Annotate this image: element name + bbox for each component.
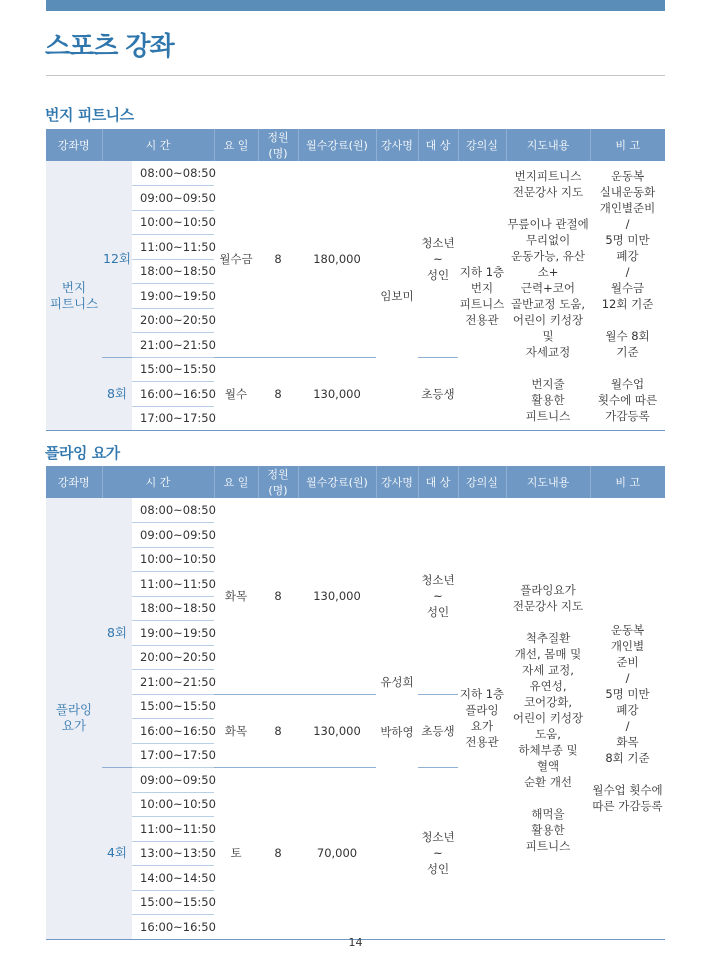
time-slot-cell: 15:00~15:50 [132,890,214,915]
fee-cell: 70,000 [298,768,376,940]
time-slot-cell: 21:00~21:50 [132,333,214,358]
time-slot-cell: 09:00~09:50 [132,768,214,793]
capacity-cell: 8 [258,694,298,768]
fee-cell: 130,000 [298,498,376,694]
column-header: 요 일 [214,466,258,498]
room-cell: 지하 1층 번지 피트니스 전용관 [458,161,506,431]
session-count-cell: 12회 [102,161,132,357]
course-name-cell: 플라잉 요가 [46,498,102,939]
time-slot-cell: 09:00~09:50 [132,523,214,548]
content-cell: 번지피트니스 전문강사 지도 무릎이나 관절에 무리없이 운동가능, 유산소+ 근력+코어 골반교정 도움, 어린이 키성장 및 자세교정 번지줄 활용한 피트니스 [506,161,590,431]
column-header: 비 고 [590,129,665,161]
instructor-cell: 박하영 [376,694,418,939]
time-slot-cell: 11:00~11:50 [132,817,214,842]
target-cell: 청소년 ~ 성인 [418,498,458,694]
days-cell: 화목 [214,694,258,768]
column-header: 월수강료(원) [298,466,376,498]
days-cell: 화목 [214,498,258,694]
fee-cell: 180,000 [298,161,376,357]
session-count-cell: 4회 [102,768,132,940]
column-header: 대 상 [418,129,458,161]
instructor-cell: 임보미 [376,161,418,431]
target-cell: 청소년 ~ 성인 [418,768,458,940]
session-count-cell: 8회 [102,498,132,768]
table-row [46,498,665,523]
room-cell: 지하 1층 플라잉 요가 전용관 [458,498,506,939]
days-cell: 토 [214,768,258,940]
days-cell: 월수금 [214,161,258,357]
time-slot-cell: 19:00~19:50 [132,621,214,646]
column-header: 지도내용 [506,129,590,161]
note-cell: 운동복 실내운동화 개인별준비 / 5명 미만 폐강 / 월수금 12회 기준 월수 8회 기준 월수업 횟수에 따른 가감등록 [590,161,665,431]
column-header: 시 간 [102,466,214,498]
capacity-cell: 8 [258,357,298,431]
time-slot-cell: 14:00~14:50 [132,866,214,891]
column-header: 강의실 [458,466,506,498]
time-slot-cell: 20:00~20:50 [132,308,214,333]
time-slot-cell: 13:00~13:50 [132,841,214,866]
page-number: 14 [348,936,363,949]
time-slot-cell: 11:00~11:50 [132,572,214,597]
column-header: 월수강료(원) [298,129,376,161]
time-slot-cell: 20:00~20:50 [132,645,214,670]
column-header: 대 상 [418,466,458,498]
table-header-row [46,129,665,161]
table-row [46,161,665,186]
top-color-bar [46,0,665,11]
time-slot-cell: 15:00~15:50 [132,357,214,382]
table-header-row [46,466,665,498]
time-slot-cell: 18:00~18:50 [132,259,214,284]
column-header: 지도내용 [506,466,590,498]
time-slot-cell: 09:00~09:50 [132,186,214,211]
column-header: 강좌명 [46,466,102,498]
capacity-cell: 8 [258,161,298,357]
time-slot-cell: 21:00~21:50 [132,670,214,695]
target-cell: 초등생 [418,357,458,431]
content-cell: 플라잉요가 전문강사 지도 척추질환 개선, 몸매 및 자세 교정, 유연성, 코어강화, 어린이 키성장 도움, 하체부종 및 혈액 순환 개선 해먹을 활용한 피트니스 [506,498,590,939]
time-slot-cell: 15:00~15:50 [132,694,214,719]
section-title-bungee: 번지 피트니스 [45,106,134,124]
column-header: 정원(명) [258,466,298,498]
time-slot-cell: 17:00~17:50 [132,743,214,768]
column-header: 강의실 [458,129,506,161]
capacity-cell: 8 [258,498,298,694]
target-cell: 청소년 ~ 성인 [418,161,458,357]
time-slot-cell: 19:00~19:50 [132,284,214,309]
section-title-flying: 플라잉 요가 [45,444,120,462]
time-slot-cell: 08:00~08:50 [132,161,214,186]
page-title: 스포츠 강좌 [45,32,174,62]
column-header: 비 고 [590,466,665,498]
capacity-cell: 8 [258,768,298,940]
time-slot-cell: 16:00~16:50 [132,719,214,744]
time-slot-cell: 10:00~10:50 [132,792,214,817]
bungee-schedule-table [46,129,665,431]
time-slot-cell: 17:00~17:50 [132,406,214,431]
fee-cell: 130,000 [298,694,376,768]
column-header: 강사명 [376,129,418,161]
fee-cell: 130,000 [298,357,376,431]
column-header: 강사명 [376,466,418,498]
time-slot-cell: 08:00~08:50 [132,498,214,523]
time-slot-cell: 18:00~18:50 [132,596,214,621]
target-cell: 초등생 [418,694,458,768]
days-cell: 월수 [214,357,258,431]
column-header: 강좌명 [46,129,102,161]
session-count-cell: 8회 [102,357,132,431]
time-slot-cell: 16:00~16:50 [132,915,214,940]
flying-schedule-table [46,466,665,940]
instructor-cell: 유성희 [376,498,418,694]
time-slot-cell: 16:00~16:50 [132,382,214,407]
time-slot-cell: 10:00~10:50 [132,547,214,572]
column-header: 시 간 [102,129,214,161]
column-header: 요 일 [214,129,258,161]
title-divider [46,75,665,76]
note-cell: 운동복 개인별 준비 / 5명 미만 폐강 / 화목 8회 기준 월수업 횟수에 따른 가감등록 [590,498,665,939]
time-slot-cell: 11:00~11:50 [132,235,214,260]
course-name-cell: 번지 피트니스 [46,161,102,431]
column-header: 정원(명) [258,129,298,161]
time-slot-cell: 10:00~10:50 [132,210,214,235]
